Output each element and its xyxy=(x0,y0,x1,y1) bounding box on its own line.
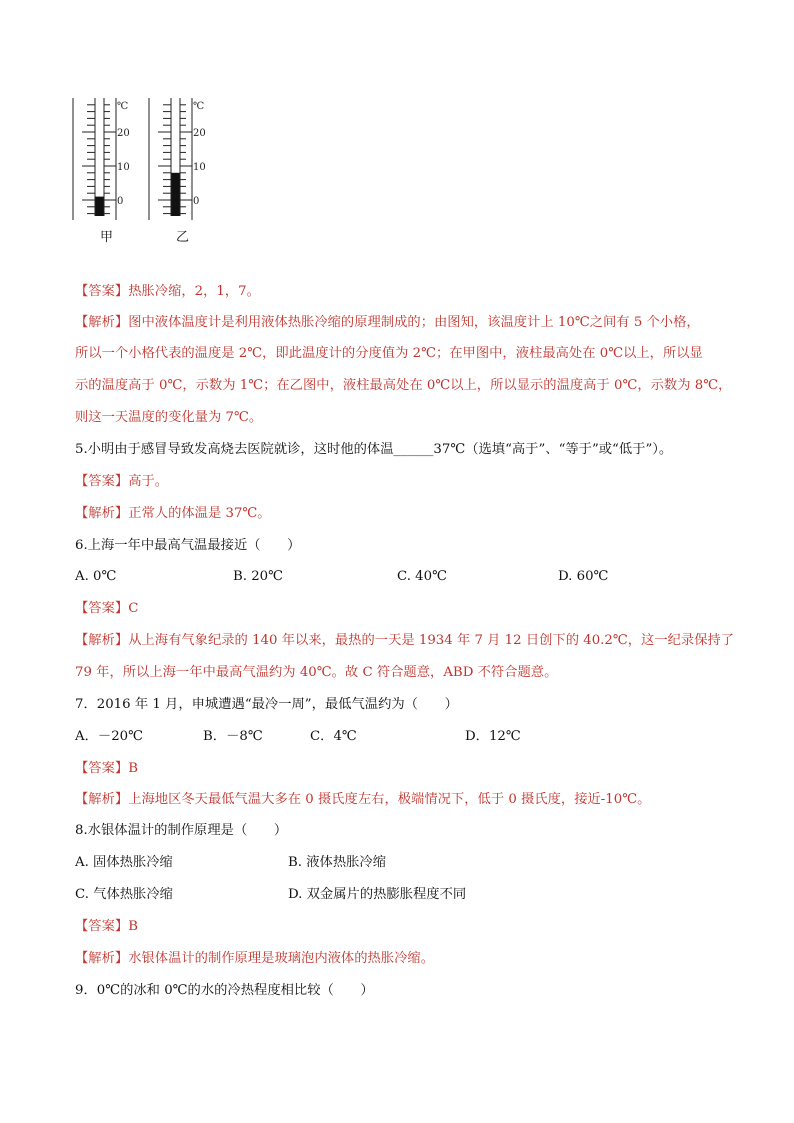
answer-tag: 【答案】 xyxy=(75,601,129,616)
answer-text: 热胀冷缩，2，1，7。 xyxy=(128,284,260,299)
analysis-tag: 【解析】 xyxy=(75,951,129,966)
q6-option-d: D. 60℃ xyxy=(558,569,609,584)
q7-answer xyxy=(75,760,138,778)
q4-answer xyxy=(75,283,260,301)
analysis-text: 从上海有气象纪录的 140 年以来，最热的一天是 1934 年 7 月 12 日创下的 40.2℃，这一纪录保持了 xyxy=(128,633,735,648)
tick-label: 20 xyxy=(117,128,130,139)
thermometer-yi-drawing xyxy=(144,98,208,220)
q8-option-d: D. 双金属片的热膨胀程度不同 xyxy=(288,887,467,902)
analysis-text: 水银体温计的制作原理是玻璃泡内液体的热胀冷缩。 xyxy=(128,951,435,966)
answer-text: B xyxy=(128,761,138,776)
tick-label: 0 xyxy=(117,196,124,207)
analysis-tag: 【解析】 xyxy=(75,315,129,330)
q6-question: 6.上海一年中最高气温最接近（ ） xyxy=(75,538,301,553)
q7-option-c: C．4℃ xyxy=(310,729,357,744)
answer-text: 高于。 xyxy=(128,474,169,489)
q4-analysis-line: 所以一个小格代表的温度是 2℃，即此温度计的分度值为 2℃；在甲图中，液柱最高处在 0℃以上，所以显 xyxy=(75,346,703,361)
liquid-column xyxy=(96,197,104,216)
tick-label: 20 xyxy=(193,128,206,139)
label-jia: 甲 xyxy=(100,230,114,245)
answer-tag: 【答案】 xyxy=(75,474,129,489)
analysis-text: 上海地区冬天最低气温大多在 0 摄氏度左右，极端情况下，低于 0 摄氏度，接近-10℃。 xyxy=(128,792,651,807)
q5-question: 5.小明由于感冒导致发高烧去医院就诊，这时他的体温______37℃（选填“高于”、“等于”或“低于”）。 xyxy=(75,442,673,457)
q8-analysis xyxy=(75,950,434,968)
liquid-column xyxy=(172,173,180,216)
q9-question: 9．0℃的冰和 0℃的水的冷热程度相比较（ ） xyxy=(75,983,374,998)
q7-question: 7．2016 年 1 月，申城遭遇“最冷一周”，最低气温约为（ ） xyxy=(75,697,458,712)
q4-analysis-line: 则这一天温度的变化量为 7℃。 xyxy=(75,410,263,425)
q6-option-c: C. 40℃ xyxy=(397,569,447,584)
q5-analysis xyxy=(75,505,271,523)
answer-text: B xyxy=(128,919,138,934)
tick-label: 0 xyxy=(193,196,200,207)
unit-label: ℃ xyxy=(193,101,205,112)
answer-tag: 【答案】 xyxy=(75,284,129,299)
q5-answer xyxy=(75,473,168,491)
thermometer-yi xyxy=(144,98,208,220)
q6-answer xyxy=(75,600,138,618)
q8-option-c: C. 气体热胀冷缩 xyxy=(75,887,173,902)
answer-tag: 【答案】 xyxy=(75,761,129,776)
q7-option-a: A．－20℃ xyxy=(75,729,143,744)
analysis-tag: 【解析】 xyxy=(75,633,129,648)
q7-option-b: B．－8℃ xyxy=(203,729,263,744)
thermometer-jia-drawing xyxy=(68,98,132,220)
analysis-text: 图中液体温度计是利用液体热胀冷缩的原理制成的；由图知，该温度计上 10℃之间有 5 个小格， xyxy=(128,315,700,330)
thermometer-figure xyxy=(68,98,228,248)
q4-analysis-line: 示的温度高于 0℃，示数为 1℃；在乙图中，液柱最高处在 0℃以上，所以显示的温度高于 0℃，示数为 8℃， xyxy=(75,378,732,393)
analysis-tag: 【解析】 xyxy=(75,792,129,807)
q7-analysis xyxy=(75,791,650,809)
analysis-tag: 【解析】 xyxy=(75,506,129,521)
q8-option-a: A. 固体热胀冷缩 xyxy=(75,855,173,870)
unit-label: ℃ xyxy=(117,101,129,112)
q6-option-a: A. 0℃ xyxy=(75,569,117,584)
q4-analysis-line xyxy=(75,314,700,332)
q6-analysis-line xyxy=(75,632,734,650)
q6-option-b: B. 20℃ xyxy=(233,569,284,584)
thermometer-jia xyxy=(68,98,132,220)
analysis-text: 正常人的体温是 37℃。 xyxy=(128,506,271,521)
label-yi: 乙 xyxy=(176,230,190,245)
answer-text: C xyxy=(128,601,139,616)
q7-option-d: D．12℃ xyxy=(465,729,521,744)
q6-analysis-line: 79 年，所以上海一年中最高气温约为 40℃。故 C 符合题意，ABD 不符合题意。 xyxy=(75,665,558,680)
tick-label: 10 xyxy=(193,162,206,173)
tick-label: 10 xyxy=(117,162,130,173)
q8-option-b: B. 液体热胀冷缩 xyxy=(288,855,387,870)
q8-question: 8.水银体温计的制作原理是（ ） xyxy=(75,823,288,838)
q8-answer xyxy=(75,918,138,936)
answer-tag: 【答案】 xyxy=(75,919,129,934)
